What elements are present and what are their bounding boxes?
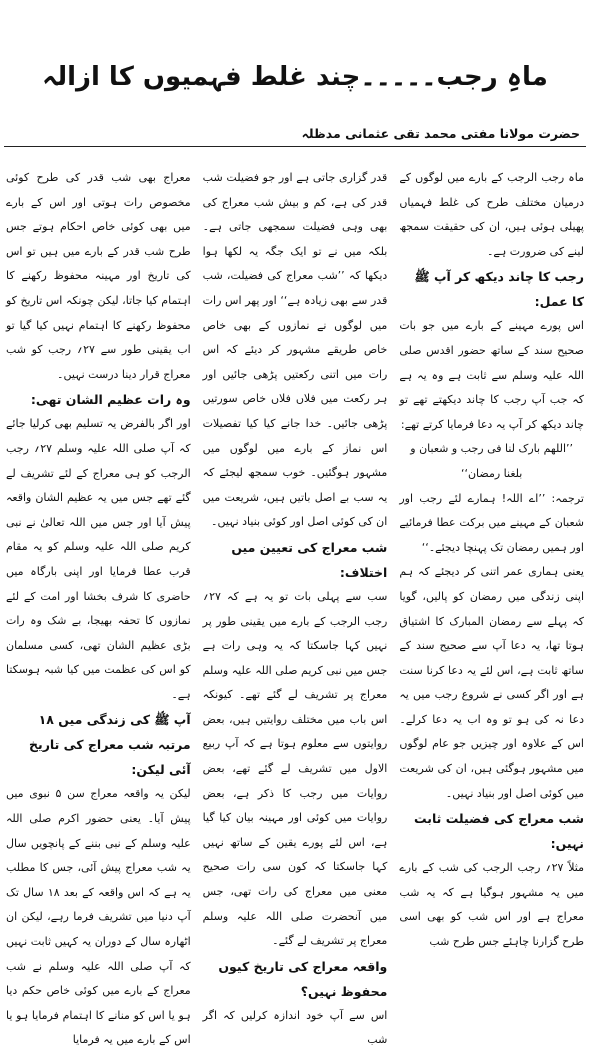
paragraph: ماہ رجب الرجب کے بارے میں لوگوں کے درمیان مختلف طرح کی غلط فہمیاں پھیلی ہوئی ہیں، ان کی حقیقت سمجھ لینے کی ضرورت ہے۔: [399, 171, 584, 258]
section-heading: آپ ﷺ کی زندگی میں ۱۸ مرتبہ شب معراج کی تاریخ آئی لیکن:: [29, 712, 191, 778]
column-right: [399, 166, 584, 949]
header-divider: [4, 146, 586, 147]
section-heading: واقعہ معراج کی تاریخ کیوں محفوظ نہیں؟: [218, 958, 388, 999]
paragraph: سب سے پہلی بات تو یہ ہے کہ ۲۷؍ رجب الرجب کے بارے میں یقینی طور پر نہیں کہا جاسکتا کہ یہ وہی رات ہے جس میں نبی کریم صلی اللہ علیہ وسلم معراج پر تشریف لے گئے تھے۔ کیونکہ اس باب میں مختلف روایتیں ہیں، بعض روایتوں سے معلوم ہوتا ہے کہ آپ ربیع الاول میں تشریف لے گئے تھے، بعض روایات میں رجب کا ذکر ہے، بعض روایات میں کوئی اور مہینہ بیان کیا گیا ہے، اس لئے پورے یقین کے ساتھ نہیں کہا جاسکتا کہ کون سی رات صحیح معنی میں معراج کی رات تھی، جس میں آنحضرت صلی اللہ علیہ وسلم معراج پر تشریف لے گئے۔: [202, 589, 388, 948]
paragraph: معراج بھی شب قدر کی طرح کوئی مخصوص رات ہوتی اور اس کے بارے میں بھی کوئی خاص احکام ہوتے جس طرح شب قدر کے بارے میں ہیں تو اس کی تاریخ اور مہینہ محفوظ رکھنے کا اہتمام کیا جاتا، لیکن چونکہ اس تاریخ کو محفوظ رکھنے کا اہتمام نہیں کیا گیا تو اب یقینی طور سے ۲۷؍ رجب کو شب معراج قرار دینا درست نہیں۔: [5, 171, 191, 381]
section-heading: رجب کا چاند دیکھ کر آپ ﷺ کا عمل:: [414, 269, 584, 310]
section-heading: شب معراج کی تعیین میں اختلاف:: [231, 539, 388, 580]
quoted-dua: ’’اللھم بارک لنا فی رجب و شعبان و بلغنا رمضان‘‘: [410, 442, 574, 480]
article-title: ماہِ رجب۔۔۔۔۔چند غلط فہمیوں کا ازالہ: [42, 62, 548, 92]
paragraph: قدر گزاری جاتی ہے اور جو فضیلت شب قدر کی ہے، کم و بیش شب معراج کی بھی وہی فضیلت سمجھی جاتی ہے۔ بلکہ میں نے تو ایک جگہ یہ لکھا ہوا دیکھا کہ ’’شب معراج کی فضیلت، شب قدر سے بھی زیادہ ہے‘‘ اور پھر اس رات میں لوگوں نے نمازوں کے بھی خاص خاص طریقے مشہور کر دیئے کہ اس رات میں اتنی رکعتیں پڑھی جائیں اور ہر رکعت میں فلاں فلاں خاص سورتیں پڑھی جائیں۔ خدا جانے کیا کیا تفصیلات اس نماز کے بارے میں لوگوں میں مشہور ہوگئیں۔ خوب سمجھ لیجئے کہ یہ سب بے اصل باتیں ہیں، شریعت میں ان کی کوئی اصل اور کوئی بنیاد نہیں۔: [202, 171, 388, 529]
paragraph: ترجمہ: ’’اے اللہ! ہمارے لئے رجب اور شعبان کے مہینے میں برکت عطا فرمائیے اور ہمیں رمضان تک پہنچا دیجئے۔‘‘: [399, 491, 584, 554]
section-heading: شب معراج کی فضیلت ثابت نہیں:: [414, 811, 584, 852]
paragraph: اس پورے مہینے کے بارے میں جو بات صحیح سند کے ساتھ حضور اقدس صلی اللہ علیہ وسلم سے ثابت ہے وہ یہ ہے کہ جب آپ رجب کا چاند دیکھتے تھے تو چاند دیکھ کر آپ یہ دعا فرمایا کرتے تھے:: [399, 319, 584, 431]
headline-block: [40, 38, 550, 116]
paragraph: یعنی ہماری عمر اتنی کر دیجئے کہ ہم اپنی زندگی میں رمضان کو پالیں، گویا کہ پہلے سے رمضان المبارک کا اشتیاق ہوتا تھا، یہ دعا آپ سے صحیح سند کے ساتھ ثابت ہے، اس لئے یہ دعا کرنا سنت ہے اور اگر کسی نے شروع رجب میں یہ دعا نہ کی ہو تو وہ اب یہ دعا کرلے۔ اس کے علاوہ اور چیزیں جو عام لوگوں میں مشہور ہوگئی ہیں، ان کی شریعت میں کوئی اصل اور بنیاد نہیں۔: [399, 565, 584, 800]
article-columns: [5, 166, 584, 1047]
column-left: [5, 166, 191, 1047]
column-middle: [202, 166, 388, 1047]
paragraph: اس سے آپ خود اندازہ کرلیں کہ اگر شب: [202, 1008, 388, 1047]
paragraph: مثلاً ۲۷؍ رجب الرجب کی شب کے بارے میں یہ مشہور ہوگیا ہے کہ یہ شب معراج ہے اور اس شب کو بھی اسی طرح گزارنا چاہئے جس طرح شب: [399, 861, 584, 949]
paragraph: اور اگر بالفرض یہ تسلیم بھی کرلیا جائے کہ آپ صلی اللہ علیہ وسلم ۲۷؍ رجب الرجب کو ہی معراج کے لئے تشریف لے گئے تھے جس میں یہ عظیم الشان واقعہ پیش آیا اور جس میں اللہ تعالیٰ نے نبی کریم صلی اللہ علیہ وسلم کو یہ مقام قرب عطا فرمایا اور اپنی بارگاہ میں حاضری کا شرف بخشا اور امت کے لئے نمازوں کا تحفہ بھیجا، بے شک وہ رات بڑی عظیم الشان تھی، کسی مسلمان کو اس کی عظمت میں کیا شبہ ہوسکتا ہے۔: [5, 417, 191, 701]
section-heading: وہ رات عظیم الشان تھی:: [30, 392, 191, 408]
paragraph: لیکن یہ واقعہ معراج سن ۵ نبوی میں پیش آیا۔ یعنی حضور اکرم صلی اللہ علیہ وسلم کے نبی بننے کے پانچویں سال یہ شب معراج پیش آئی، جس کا مطلب یہ ہے کہ اس واقعہ کے بعد ۱۸ سال تک آپ دنیا میں تشریف فرما رہے، لیکن ان اٹھارہ سال کے دوران یہ کہیں ثابت نہیں کہ آپ صلی اللہ علیہ وسلم نے شب معراج کے بارے میں کوئی خاص حکم دیا ہو یا اس کو منانے کا اہتمام فرمایا ہو یا اس کے بارے میں یہ فرمایا: [5, 787, 191, 1047]
author-byline: حضرت مولانا مفتی محمد تقی عثمانی مدظلہ: [301, 126, 580, 141]
